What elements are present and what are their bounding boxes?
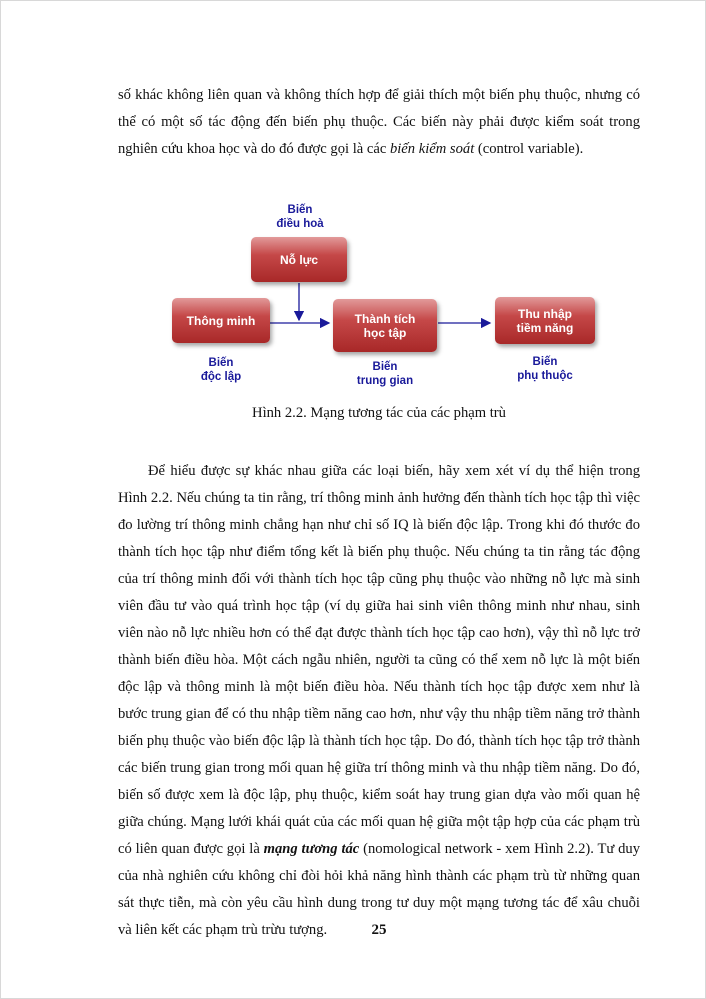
box-independent-label: Thông minh — [186, 313, 256, 328]
page-number: 25 — [371, 922, 387, 938]
paragraph-intro-text: số khác không liên quan và không thích hợp để giải thích một biến phụ thuộc, nhưng có thể có một số tác động đến biến phụ thuộc. Các biến này phải được kiểm soát trong nghiên cứu khoa học và do đó được gọi là các — [118, 87, 640, 157]
term-control-variable: biến kiểm soát — [389, 141, 475, 157]
box-independent-intelligence — [172, 298, 270, 343]
box-moderator-effort — [251, 237, 347, 282]
paragraph-intro-tail: (control variable). — [474, 141, 584, 157]
box-dependent-income — [495, 297, 595, 344]
figure-caption: Hình 2.2. Mạng tương tác của các phạm trù — [252, 405, 506, 421]
paragraph-body — [118, 458, 640, 944]
label-dependent: Biến phụ thuộc — [517, 356, 573, 382]
box-moderator-label: Nỗ lực — [279, 252, 319, 267]
paragraph-body-tail: (nomological network - xem Hình 2.2). Tư duy của nhà nghiên cứu không chỉ đòi hỏi khả năng hình thành các phạm trù từ những quan sát thực tiễn, mà còn yêu cầu hình dung trong tư duy một mạng tương tác để xâu chuỗi và liên kết các phạm trù trừu tượng. — [118, 841, 641, 938]
term-nomological-network: mạng tương tác — [263, 841, 360, 857]
box-dependent-label: Thu nhập tiềm năng — [516, 306, 574, 335]
paragraph-intro — [118, 82, 640, 163]
paragraph-body-text: Để hiểu được sự khác nhau giữa các loại biến, hãy xem xét ví dụ thể hiện trong Hình 2.2. Nếu chúng ta tin rằng, trí thông minh ảnh hưởng đến thành tích học tập thì việc đo lường trí thông minh chẳng hạn như chỉ số IQ là biến độc lập. Trong khi đó thước đo thành tích học tập như điểm tổng kết là biến phụ thuộc. Nếu chúng ta tin rằng tác động của trí thông minh đối với thành tích học tập cũng phụ thuộc vào những nỗ lực mà sinh viên đầu tư vào quá trình học tập (ví dụ giữa hai sinh viên thông minh như nhau, sinh viên nào nỗ lực nhiều hơn có thể đạt được thành tích học tập cao hơn), vậy thì nỗ lực trở thành biến điều hòa. Một cách ngẫu nhiên, người ta cũng có thể xem nỗ lực là một biến độc lập và thông minh là một biến điều hòa. Nếu thành tích học tập được xem như là bước trung gian để có thu nhập tiềm năng cao hơn, như vậy thu nhập tiềm năng trở thành biến phụ thuộc vào biến độc lập là thành tích học tập. Do đó, thành tích học tập trở thành các biến trung gian trong mối quan hệ giữa trí thông minh và thu nhập tiềm năng. Do đó, biến số được xem là độc lập, phụ thuộc, kiểm soát hay trung gian dựa vào mối quan hệ giữa chúng. Mạng lưới khái quát của các mối quan hệ giữa một tập hợp của các phạm trù có liên quan được gọi là — [118, 463, 640, 857]
label-mediator: Biến trung gian — [356, 361, 414, 387]
label-independent: Biến độc lập — [200, 357, 242, 383]
box-mediator-achievement — [333, 299, 437, 352]
label-moderator: Biến điều hoà — [276, 204, 324, 230]
box-mediator-label: Thành tích học tập — [354, 311, 416, 340]
